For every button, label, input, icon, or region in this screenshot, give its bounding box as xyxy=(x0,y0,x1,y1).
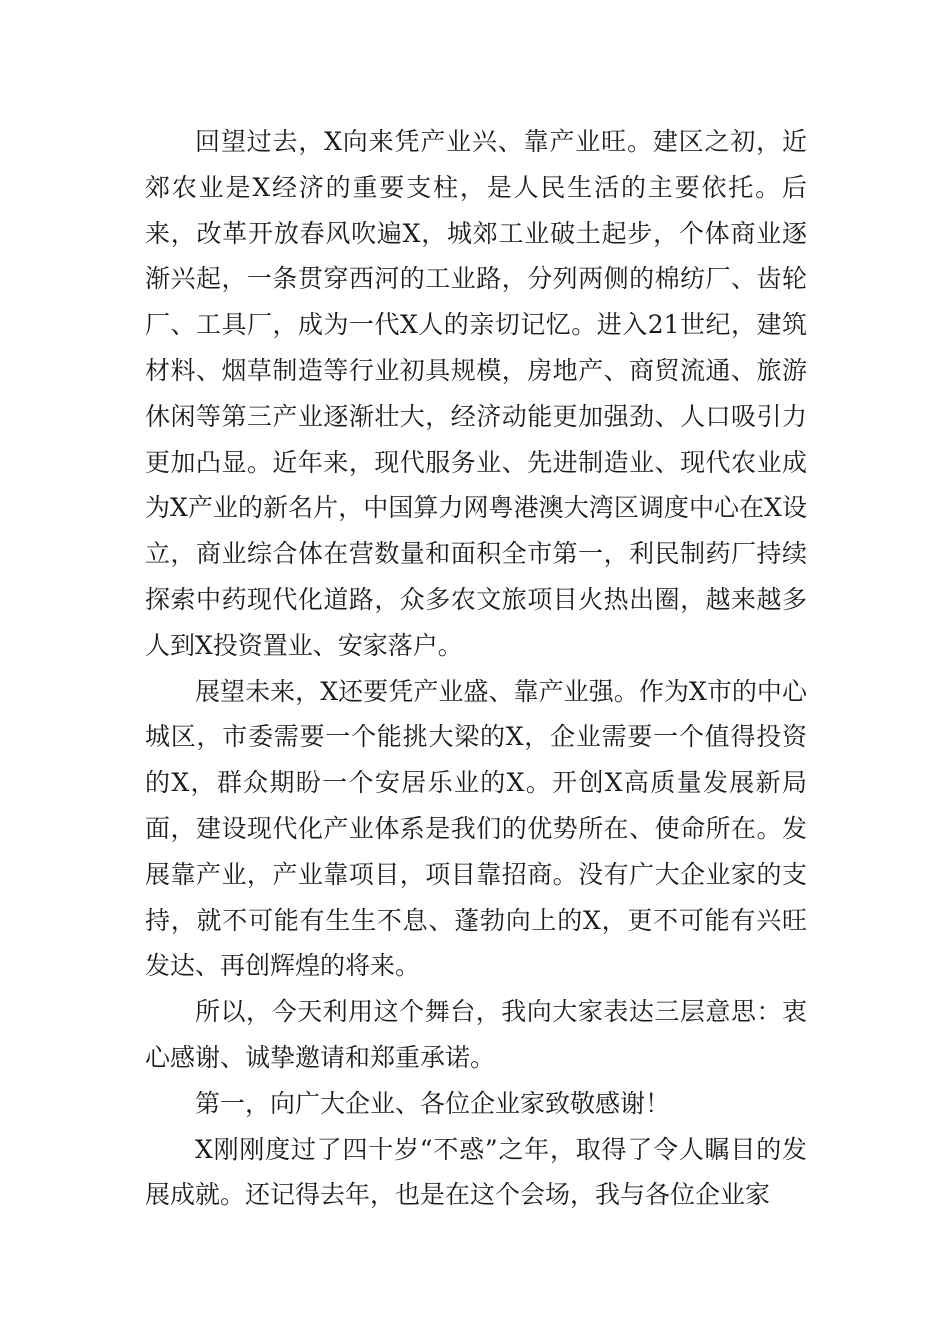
document-body xyxy=(145,119,807,1218)
paragraph-first-thanks-heading: 第一，向广大企业、各位企业家致敬感谢！ xyxy=(195,1088,671,1118)
paragraph-looking-back: 回望过去，X向来凭产业兴、靠产业旺。建区之初，近郊农业是X经济的重要支柱，是人民生活的主要依托。后来，改革开放春风吹遍X，城郊工业破土起步，个体商业逐渐兴起，一条贯穿西河的工业路，分列两侧的棉纺厂、齿轮厂、工具厂，成为一代X人的亲切记忆。进入21世纪，建筑材料、烟草制造等行业初具规模，房地产、商贸流通、旅游休闲等第三产业逐渐壮大，经济动能更加强劲、人口吸引力更加凸显。近年来，现代服务业、先进制造业、现代农业成为X产业的新名片，中国算力网粤港澳大湾区调度中心在X设立，商业综合体在营数量和面积全市第一，利民制药厂持续探索中药现代化道路，众多农文旅项目火热出圈，越来越多人到X投资置业、安家落户。 xyxy=(145,127,807,660)
paragraph-forty-years: X刚刚度过了四十岁“不惑”之年，取得了令人瞩目的发展成就。还记得去年，也是在这个会场，我与各位企业家 xyxy=(145,1134,807,1210)
paragraph-three-messages: 所以，今天利用这个舞台，我向大家表达三层意思：衷心感谢、诚挚邀请和郑重承诺。 xyxy=(145,997,807,1072)
paragraph-looking-ahead: 展望未来，X还要凭产业盛、靠产业强。作为X市的中心城区，市委需要一个能挑大梁的X，企业需要一个值得投资的X，群众期盼一个安居乐业的X。开创X高质量发展新局面，建设现代化产业体系是我们的优势所在、使命所在。发展靠产业，产业靠项目，项目靠招商。没有广大企业家的支持，就不可能有生生不息、蓬勃向上的X，更不可能有兴旺发达、再创辉煌的将来。 xyxy=(145,676,807,981)
